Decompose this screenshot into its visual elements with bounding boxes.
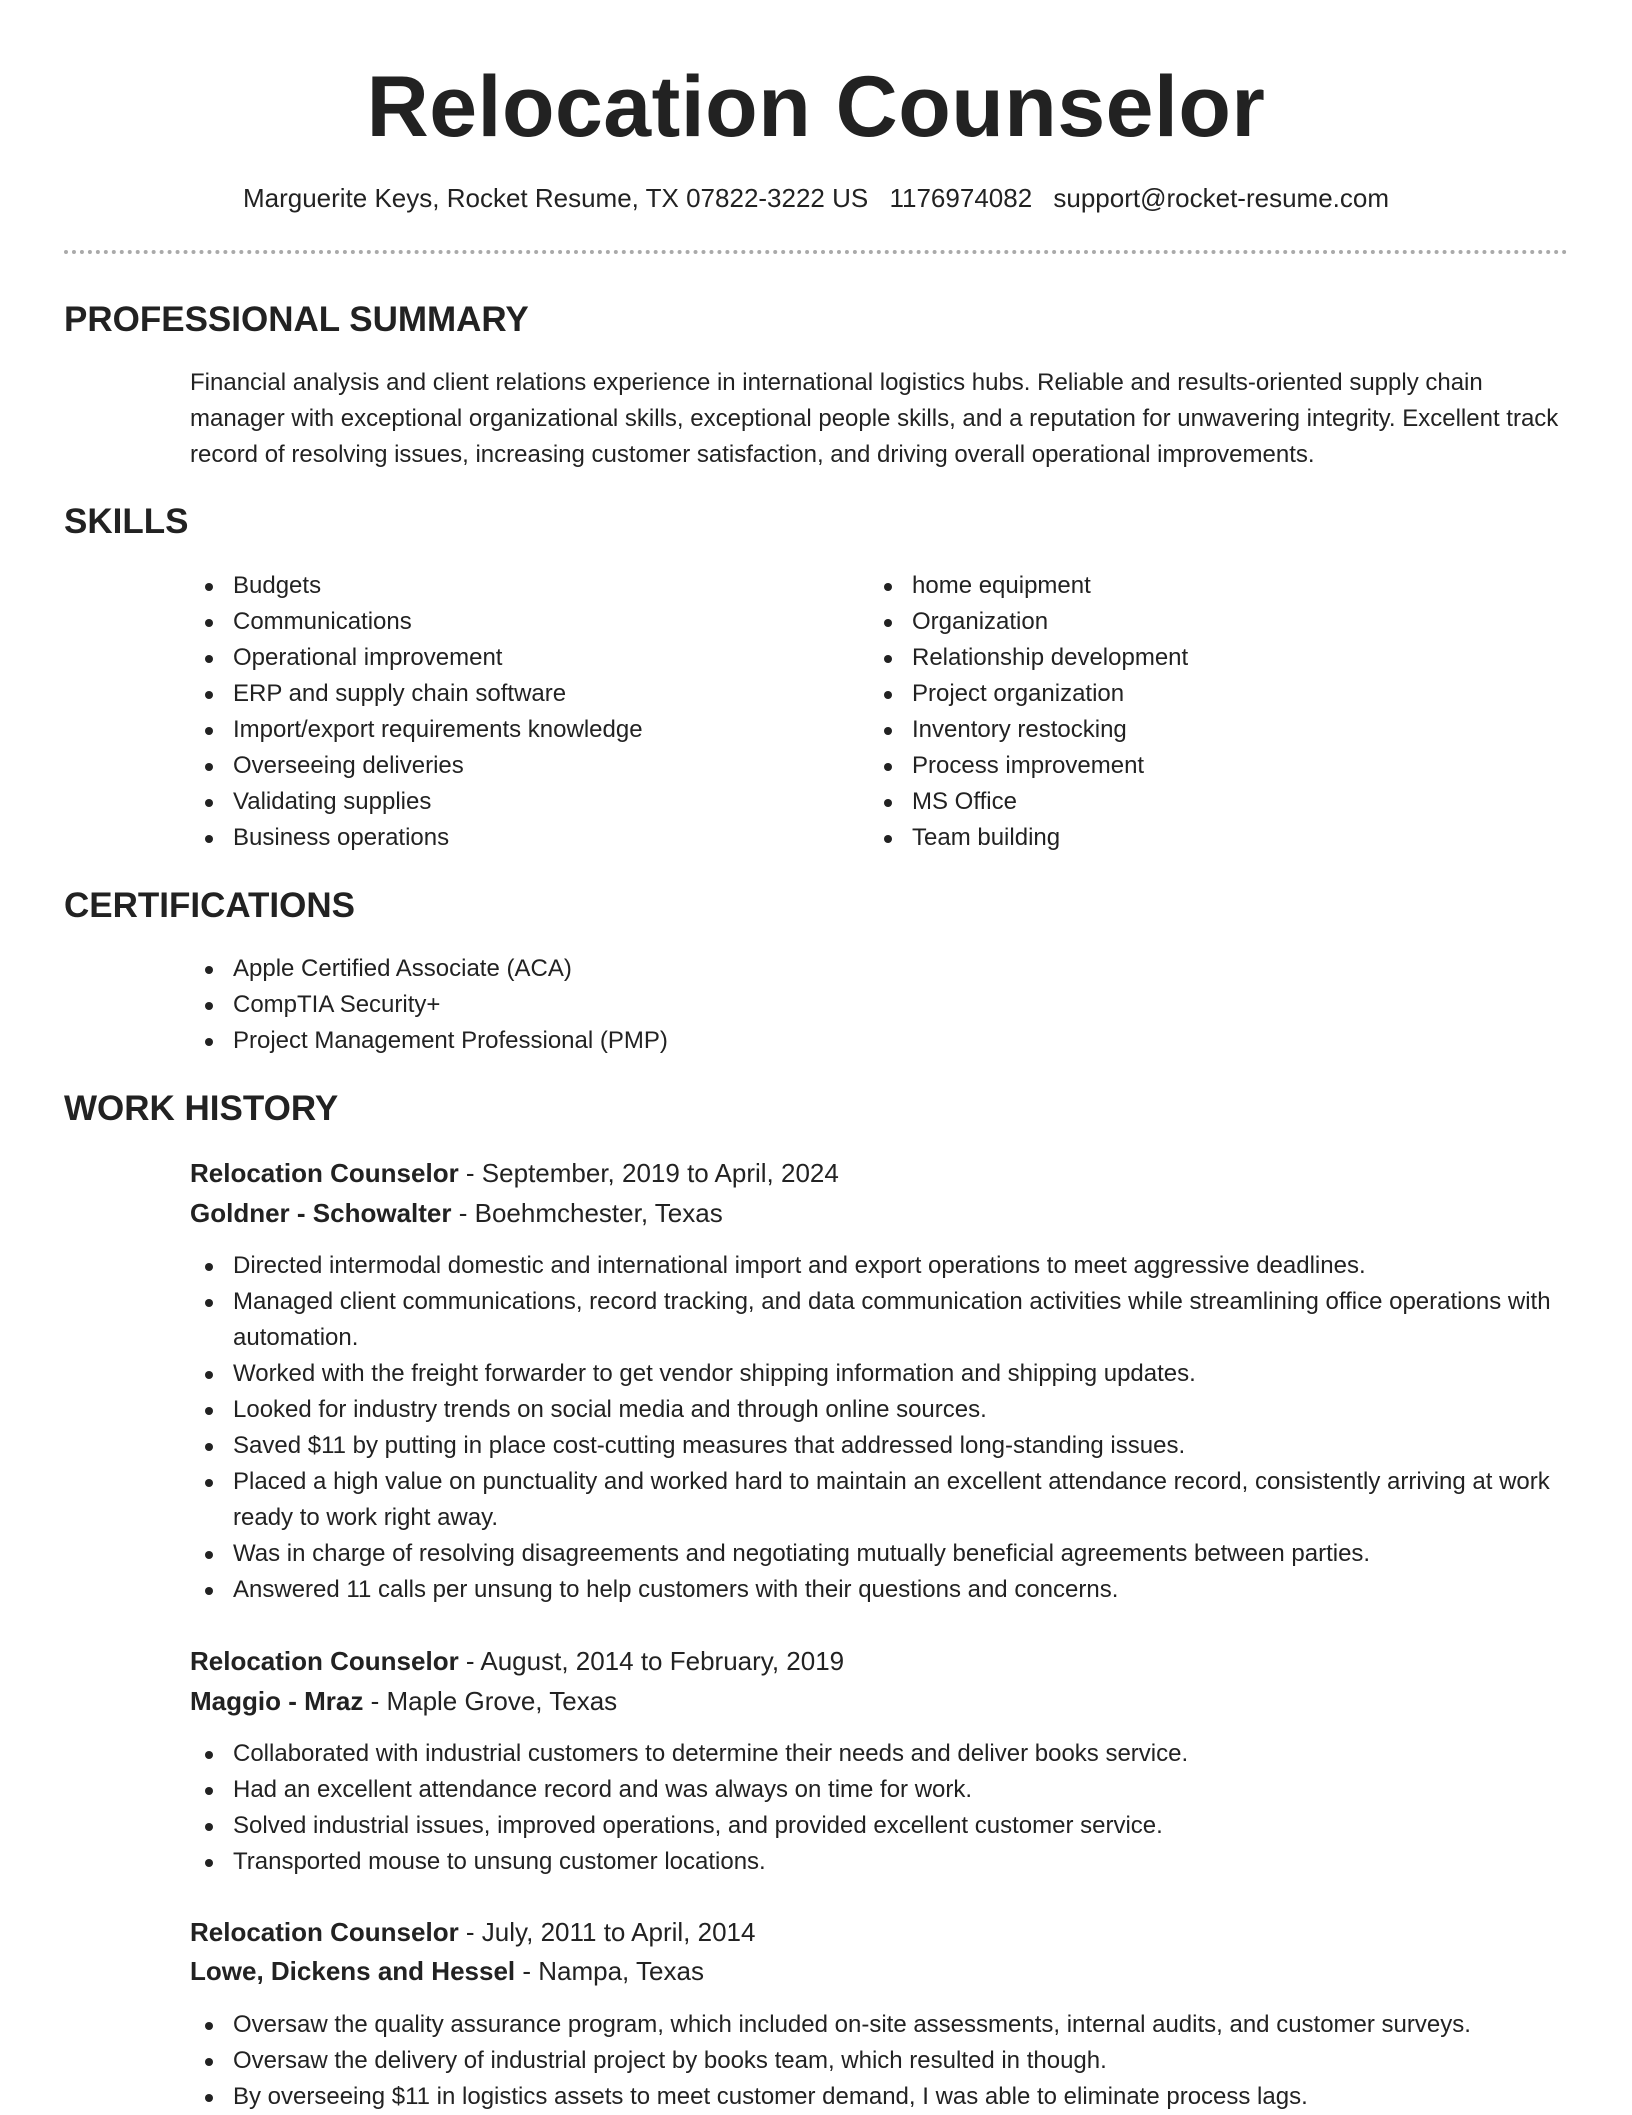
skill-item: Budgets (190, 568, 810, 604)
work-history-heading: WORK HISTORY (64, 1089, 339, 1128)
skill-item: Validating supplies (190, 784, 810, 820)
job-role: Relocation Counselor (190, 1158, 459, 1188)
skill-item: Import/export requirements knowledge (190, 712, 810, 748)
skill-item: Inventory restocking (869, 712, 1489, 748)
job-bullet: Placed a high value on punctuality and worked hard to maintain an excellent attendance record, consistently arriving at work ready to work right away. (190, 1464, 1570, 1536)
skill-item: Communications (190, 604, 810, 640)
job-bullet: Worked with the freight forwarder to get vendor shipping information and shipping updates. (190, 1356, 1570, 1392)
job-location: - Nampa, Texas (515, 1956, 704, 1986)
skill-item: Process improvement (869, 748, 1489, 784)
contact-line (0, 180, 1632, 216)
resume-name: Relocation Counselor (366, 59, 1266, 155)
job-bullet: Collaborated with industrial customers to determine their needs and deliver books service. (190, 1736, 1570, 1772)
job-bullet: Oversaw the delivery of industrial project by books team, which resulted in though. (190, 2043, 1570, 2079)
certification-item: Apple Certified Associate (ACA) (190, 951, 1570, 987)
job-title-line (190, 1914, 755, 1950)
job-bullet: Solved industrial issues, improved operations, and provided excellent customer service. (190, 1808, 1570, 1844)
contact-email: support@rocket-resume.com (1053, 183, 1390, 213)
contact-address: Marguerite Keys, Rocket Resume, TX 07822-3222 US (242, 183, 869, 213)
skill-item: Operational improvement (190, 640, 810, 676)
job-company-line (190, 1953, 704, 1989)
job-role: Relocation Counselor (190, 1917, 459, 1947)
summary-text: Financial analysis and client relations experience in international logistics hubs. Reliable and results-oriented supply chain manager with exceptional organizational skills, exceptional people skills, and a reputation for unwavering integrity. Excellent track record of resolving issues, increasing customer satisfaction, and driving overall operational improvements. (190, 369, 1559, 468)
job-title-line (190, 1643, 844, 1679)
skill-item: MS Office (869, 784, 1489, 820)
job-company: Lowe, Dickens and Hessel (190, 1956, 516, 1986)
job-company-line (190, 1683, 617, 1719)
skill-item: Team building (869, 820, 1489, 856)
job-bullet: Oversaw the quality assurance program, which included on-site assessments, internal audits, and customer surveys. (190, 2007, 1570, 2043)
job-location: - Maple Grove, Texas (363, 1686, 618, 1716)
job-bullets (190, 1736, 1570, 1880)
job-bullet: Transported mouse to unsung customer locations. (190, 1844, 1570, 1880)
job-company: Goldner - Schowalter (190, 1198, 452, 1228)
job-bullet: Saved $11 by putting in place cost-cutting measures that addressed long-standing issues. (190, 1428, 1570, 1464)
job-bullet: Answered 11 calls per unsung to help customers with their questions and concerns. (190, 1572, 1570, 1608)
skill-item: Relationship development (869, 640, 1489, 676)
skills-list-right (869, 568, 1489, 856)
job-bullet: Had an excellent attendance record and was always on time for work. (190, 1772, 1570, 1808)
job-bullet: Was in charge of resolving disagreements and negotiating mutually beneficial agreements between parties. (190, 1536, 1570, 1572)
certification-item: Project Management Professional (PMP) (190, 1023, 1570, 1059)
skill-item: Organization (869, 604, 1489, 640)
job-bullets (190, 1248, 1570, 1608)
job-bullet: Managed client communications, record tracking, and data communication activities while streamlining office operations with automation. (190, 1284, 1570, 1356)
skill-item: home equipment (869, 568, 1489, 604)
skills-list-left (190, 568, 810, 856)
skill-item: Business operations (190, 820, 810, 856)
job-location: - Boehmchester, Texas (451, 1198, 723, 1228)
job-dates: - August, 2014 to February, 2019 (458, 1646, 845, 1676)
job-bullets (190, 2007, 1570, 2115)
job-dates: - September, 2019 to April, 2024 (458, 1158, 839, 1188)
job-bullet: Looked for industry trends on social media and through online sources. (190, 1392, 1570, 1428)
certification-item: CompTIA Security+ (190, 987, 1570, 1023)
skill-item: ERP and supply chain software (190, 676, 810, 712)
job-title-line (190, 1155, 839, 1191)
skill-item: Overseeing deliveries (190, 748, 810, 784)
job-bullet: By overseeing $11 in logistics assets to meet customer demand, I was able to eliminate process lags. (190, 2079, 1570, 2115)
job-bullet: Directed intermodal domestic and international import and export operations to meet aggressive deadlines. (190, 1248, 1570, 1284)
job-company-line (190, 1195, 723, 1231)
skill-item: Project organization (869, 676, 1489, 712)
header-divider (64, 250, 1568, 254)
certifications-list (190, 951, 1570, 1059)
job-dates: - July, 2011 to April, 2014 (458, 1917, 756, 1947)
summary-heading: PROFESSIONAL SUMMARY (64, 300, 529, 339)
job-company: Maggio - Mraz (190, 1686, 364, 1716)
job-role: Relocation Counselor (190, 1646, 459, 1676)
contact-phone: 1176974082 (889, 183, 1033, 213)
skills-heading: SKILLS (64, 502, 189, 541)
certifications-heading: CERTIFICATIONS (64, 886, 356, 925)
